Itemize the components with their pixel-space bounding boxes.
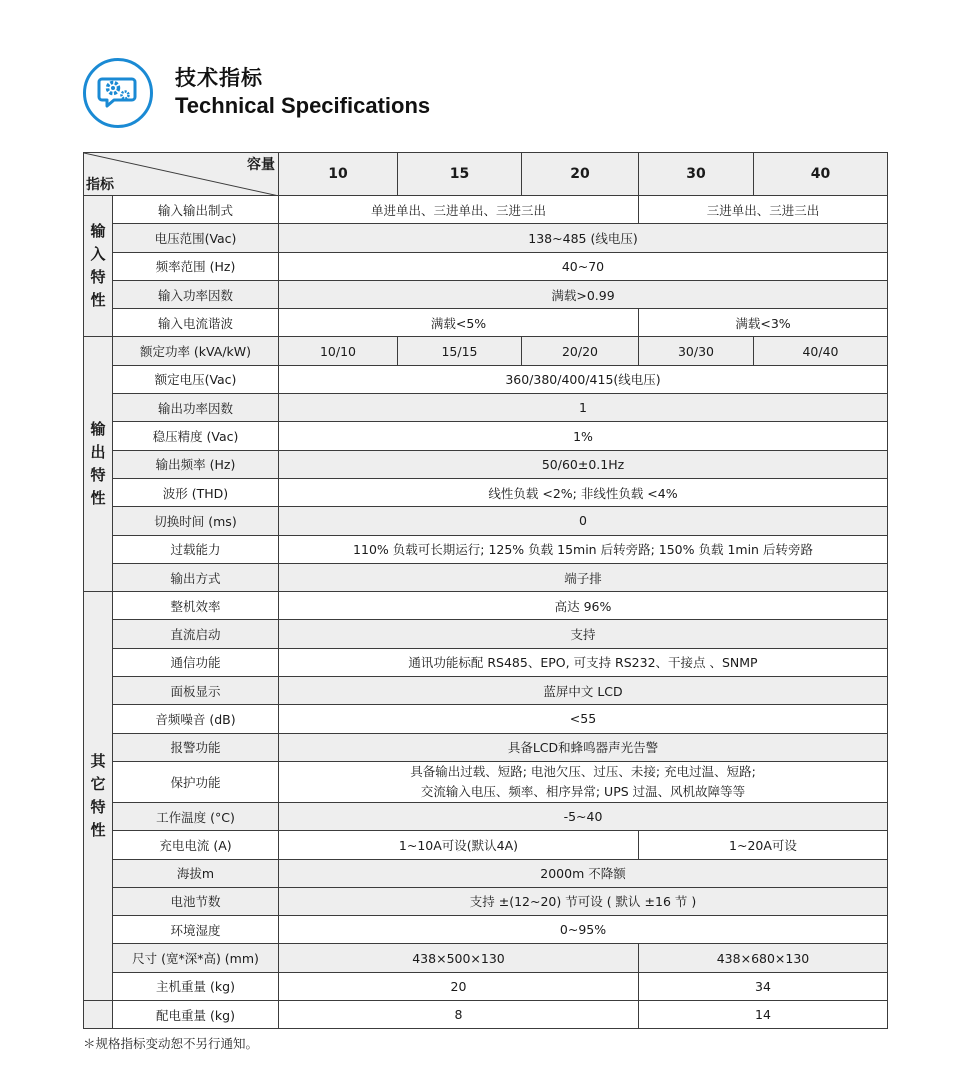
section-header (83, 55, 430, 130)
cell-value: 2000m 不降额 (279, 859, 888, 887)
cell-value: -5~40 (279, 802, 888, 830)
row-label: 输出方式 (113, 563, 279, 591)
cell-value: 14 (639, 1001, 888, 1029)
table-row (84, 1001, 888, 1029)
table-row (84, 620, 888, 648)
cell-value: 单进单出、三进单出、三进三出 (279, 196, 639, 224)
row-label: 通信功能 (113, 648, 279, 676)
cell-value: 20 (279, 972, 639, 1000)
table-row (84, 887, 888, 915)
cell-value: 438×500×130 (279, 944, 639, 972)
table-row (84, 831, 888, 859)
group-input (84, 196, 113, 337)
table-row (84, 280, 888, 308)
cell-value: 34 (639, 972, 888, 1000)
capacity-header: 10 (279, 153, 398, 196)
cell-value: 端子排 (279, 563, 888, 591)
capacity-label: 容量 (247, 157, 275, 173)
cell-value: 支持 (279, 620, 888, 648)
capacity-header: 40 (754, 153, 888, 196)
cell-value: 10/10 (279, 337, 398, 365)
cell-value: 30/30 (639, 337, 754, 365)
row-label: 海拔m (113, 859, 279, 887)
row-label: 输入输出制式 (113, 196, 279, 224)
table-header-row (84, 153, 888, 196)
row-label: 电压范围(Vac) (113, 224, 279, 252)
indicator-label: 指标 (86, 177, 114, 193)
row-label: 直流启动 (113, 620, 279, 648)
row-label: 输出频率 (Hz) (113, 450, 279, 478)
cell-value (279, 761, 888, 802)
table-row (84, 733, 888, 761)
cell-value: 通讯功能标配 RS485、EPO, 可支持 RS232、干接点 、SNMP (279, 648, 888, 676)
table-row (84, 224, 888, 252)
table-row (84, 365, 888, 393)
table-row (84, 944, 888, 972)
cell-value: 满载<3% (639, 309, 888, 337)
cell-value: 0 (279, 507, 888, 535)
cell-value: 1~20A可设 (639, 831, 888, 859)
table-row (84, 677, 888, 705)
protect-line-2: 交流输入电压、频率、相序异常; UPS 过温、风机故障等等 (420, 783, 746, 799)
capacity-header: 30 (639, 153, 754, 196)
table-row (84, 252, 888, 280)
cell-value: 1~10A可设(默认4A) (279, 831, 639, 859)
cell-value: 40/40 (754, 337, 888, 365)
cell-value: <55 (279, 705, 888, 733)
table-row (84, 535, 888, 563)
row-label: 频率范围 (Hz) (113, 252, 279, 280)
cell-value: 1% (279, 422, 888, 450)
cell-value: 具备LCD和蜂鸣器声光告警 (279, 733, 888, 761)
cell-value: 20/20 (522, 337, 639, 365)
cell-value: 满载<5% (279, 309, 639, 337)
group-label: 输 出 特 性 (90, 420, 106, 508)
table-row (84, 972, 888, 1000)
table-row (84, 394, 888, 422)
cell-value: 138~485 (线电压) (279, 224, 888, 252)
table-row (84, 309, 888, 337)
table-row (84, 705, 888, 733)
cell-value: 支持 ±(12~20) 节可设 ( 默认 ±16 节 ) (279, 887, 888, 915)
cell-value: 15/15 (398, 337, 522, 365)
cell-value: 1 (279, 394, 888, 422)
row-label: 音频噪音 (dB) (113, 705, 279, 733)
table-row (84, 422, 888, 450)
cell-value: 线性负载 <2%; 非线性负载 <4% (279, 478, 888, 506)
row-label: 稳压精度 (Vac) (113, 422, 279, 450)
row-label: 主机重量 (kg) (113, 972, 279, 1000)
row-label: 环境湿度 (113, 916, 279, 944)
row-label: 工作温度 (°C) (113, 802, 279, 830)
cell-value: 三进单出、三进三出 (639, 196, 888, 224)
cell-value: 438×680×130 (639, 944, 888, 972)
cell-value: 蓝屏中文 LCD (279, 677, 888, 705)
row-label: 波形 (THD) (113, 478, 279, 506)
page-title-en: Technical Specifications (175, 92, 431, 118)
group-other (84, 592, 113, 1001)
row-label: 输出功率因数 (113, 394, 279, 422)
group-last (84, 1001, 113, 1029)
cell-value: 0~95% (279, 916, 888, 944)
row-label: 保护功能 (113, 761, 279, 802)
capacity-header: 20 (522, 153, 639, 196)
table-row (84, 592, 888, 620)
table-row (84, 761, 888, 802)
cell-value: 360/380/400/415(线电压) (279, 365, 888, 393)
cell-value: 8 (279, 1001, 639, 1029)
cell-value: 高达 96% (279, 592, 888, 620)
row-label: 额定功率 (kVA/kW) (113, 337, 279, 365)
group-label: 输 入 特 性 (90, 222, 106, 310)
protect-line-1: 具备输出过载、短路; 电池欠压、过压、未接; 充电过温、短路; (410, 763, 756, 779)
capacity-header: 15 (398, 153, 522, 196)
row-label: 整机效率 (113, 592, 279, 620)
group-label: 其 它 特 性 (90, 752, 106, 840)
table-row (84, 916, 888, 944)
table-row (84, 196, 888, 224)
corner-cell (84, 153, 279, 196)
footnote: ＊规格指标变动恕不另行通知。 (83, 1036, 259, 1051)
row-label: 配电重量 (kg) (113, 1001, 279, 1029)
table-row (84, 507, 888, 535)
table-row (84, 648, 888, 676)
spec-table (83, 152, 888, 1029)
row-label: 面板显示 (113, 677, 279, 705)
row-label: 报警功能 (113, 733, 279, 761)
gear-chat-icon (83, 58, 153, 128)
cell-value: 40~70 (279, 252, 888, 280)
table-row (84, 563, 888, 591)
cell-value: 满载>0.99 (279, 280, 888, 308)
cell-value: 110% 负载可长期运行; 125% 负载 15min 后转旁路; 150% 负载 1min 后转旁路 (279, 535, 888, 563)
row-label: 电池节数 (113, 887, 279, 915)
row-label: 输入电流谐波 (113, 309, 279, 337)
page-title-cn: 技术指标 (175, 65, 263, 90)
table-row (84, 802, 888, 830)
row-label: 输入功率因数 (113, 280, 279, 308)
cell-value: 50/60±0.1Hz (279, 450, 888, 478)
table-row (84, 450, 888, 478)
row-label: 充电电流 (A) (113, 831, 279, 859)
table-row (84, 478, 888, 506)
group-output (84, 337, 113, 592)
table-row (84, 337, 888, 365)
row-label: 尺寸 (宽*深*高) (mm) (113, 944, 279, 972)
row-label: 切换时间 (ms) (113, 507, 279, 535)
row-label: 过载能力 (113, 535, 279, 563)
table-row (84, 859, 888, 887)
row-label: 额定电压(Vac) (113, 365, 279, 393)
